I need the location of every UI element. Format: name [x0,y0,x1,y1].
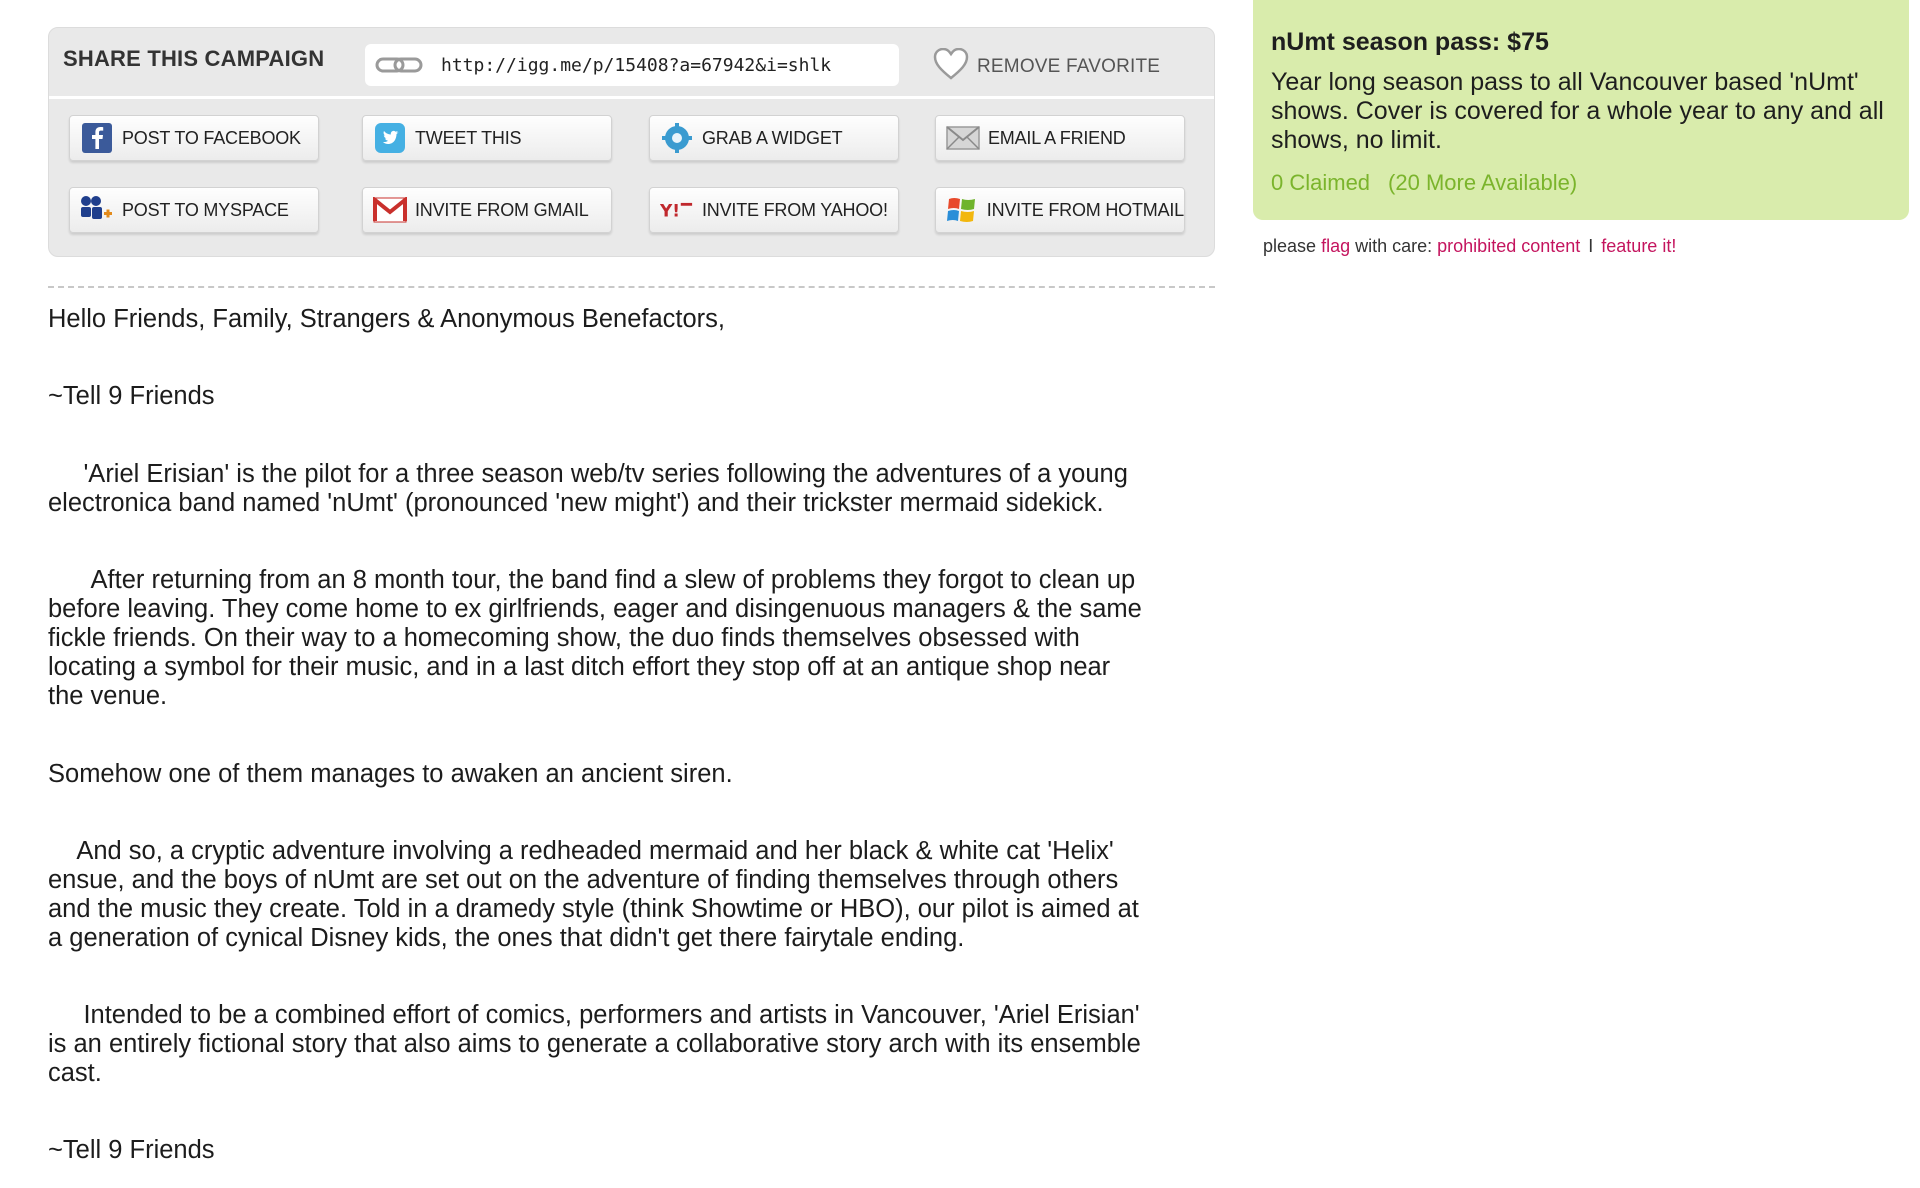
heart-icon [933,48,969,85]
invite-from-hotmail-label: INVITE FROM HOTMAIL [986,199,1184,220]
post-to-myspace-button[interactable] [69,187,319,233]
reward-status [1271,170,1595,196]
post-to-myspace-label: POST TO MYSPACE [122,199,289,220]
reward-perk-card[interactable] [1253,0,1909,220]
facebook-icon [80,123,114,153]
invite-from-yahoo-button[interactable] [649,187,899,233]
content-separator [48,286,1215,288]
feature-it-link[interactable]: feature it! [1601,236,1677,256]
email-a-friend-label: EMAIL A FRIEND [988,127,1126,148]
tell-friends-line-bottom: ~Tell 9 Friends [48,1136,215,1164]
flag-separator: I [1588,236,1594,256]
tweet-this-label: TWEET THIS [415,127,522,148]
share-url-text[interactable]: http://igg.me/p/15408?a=67942&i=shlk [441,55,832,76]
email-a-friend-button[interactable] [935,115,1185,161]
reward-available-count: (20 More Available) [1388,170,1578,195]
windows-icon [946,195,979,225]
share-url-field[interactable] [365,44,899,86]
intro-paragraph: 'Ariel Erisian' is the pilot for a three season web/tv series following the adventures of a young electronica band named 'nUmt' (pronounced 'new might') and their trickster mermaid sidekick. [48,460,1128,517]
tell-friends-line: ~Tell 9 Friends [48,382,215,410]
grab-a-widget-label: GRAB A WIDGET [702,127,843,148]
invite-from-yahoo-label: INVITE FROM YAHOO! [702,199,888,220]
invite-from-gmail-label: INVITE FROM GMAIL [415,199,589,220]
plot-paragraph: After returning from an 8 month tour, the band find a slew of problems they forgot to clean up before leaving. They come home to ex girlfriends, eager and disingenuous managers & the same fickle friends. On their way to a homecoming show, the duo finds themselves obsessed with locating a symbol for their music, and in a last ditch effort they stop off at an antique shop near the venue. [48,566,1142,710]
post-to-facebook-button[interactable] [69,115,319,161]
widget-gear-icon [660,123,694,153]
envelope-icon [946,123,980,153]
svg-text:Y!: Y! [660,201,681,221]
flag-middle-text: with care: [1355,236,1433,256]
share-title: SHARE THIS CAMPAIGN [63,46,325,71]
reward-claimed-count: 0 Claimed [1271,170,1371,195]
reward-description: Year long season pass to all Vancouver based 'nUmt' shows. Cover is covered for a whole year to any and all shows, no limit. [1271,68,1884,154]
flag-link[interactable]: flag [1321,236,1351,256]
reward-title: nUmt season pass: $75 [1271,28,1549,56]
invite-from-hotmail-button[interactable] [935,187,1185,233]
remove-favorite-label: REMOVE FAVORITE [977,55,1161,77]
twitter-icon [373,123,407,153]
tweet-this-button[interactable] [362,115,612,161]
gmail-icon [373,195,407,225]
link-chain-icon [375,55,423,80]
greeting-paragraph: Hello Friends, Family, Strangers & Anonymous Benefactors, [48,305,725,333]
siren-paragraph: Somehow one of them manages to awaken an ancient siren. [48,760,733,788]
adventure-paragraph: And so, a cryptic adventure involving a redheaded mermaid and her black & white cat 'Helix' ensue, and the boys of nUmt are set out on the adventure of finding themselves through others and the music they create. Told in a dramedy style (think Showtime or HBO), our pilot is aimed at a generation of cynical Disney kids, the ones that didn't get there fairytale ending. [48,837,1139,952]
invite-from-gmail-button[interactable] [362,187,612,233]
prohibited-content-link[interactable]: prohibited content [1437,236,1581,256]
flag-line [1263,236,1676,257]
post-to-facebook-label: POST TO FACEBOOK [122,127,301,148]
remove-favorite-button[interactable] [933,48,1160,85]
intention-paragraph: Intended to be a combined effort of comics, performers and artists in Vancouver, 'Ariel Erisian' is an entirely fictional story that also aims to generate a collaborative story arch with its ensemble cast. [48,1001,1141,1087]
yahoo-icon [660,195,694,225]
grab-a-widget-button[interactable] [649,115,899,161]
share-divider [49,96,1214,99]
flag-prefix: please [1263,236,1317,256]
share-campaign-panel [48,27,1215,257]
myspace-icon [80,195,114,225]
